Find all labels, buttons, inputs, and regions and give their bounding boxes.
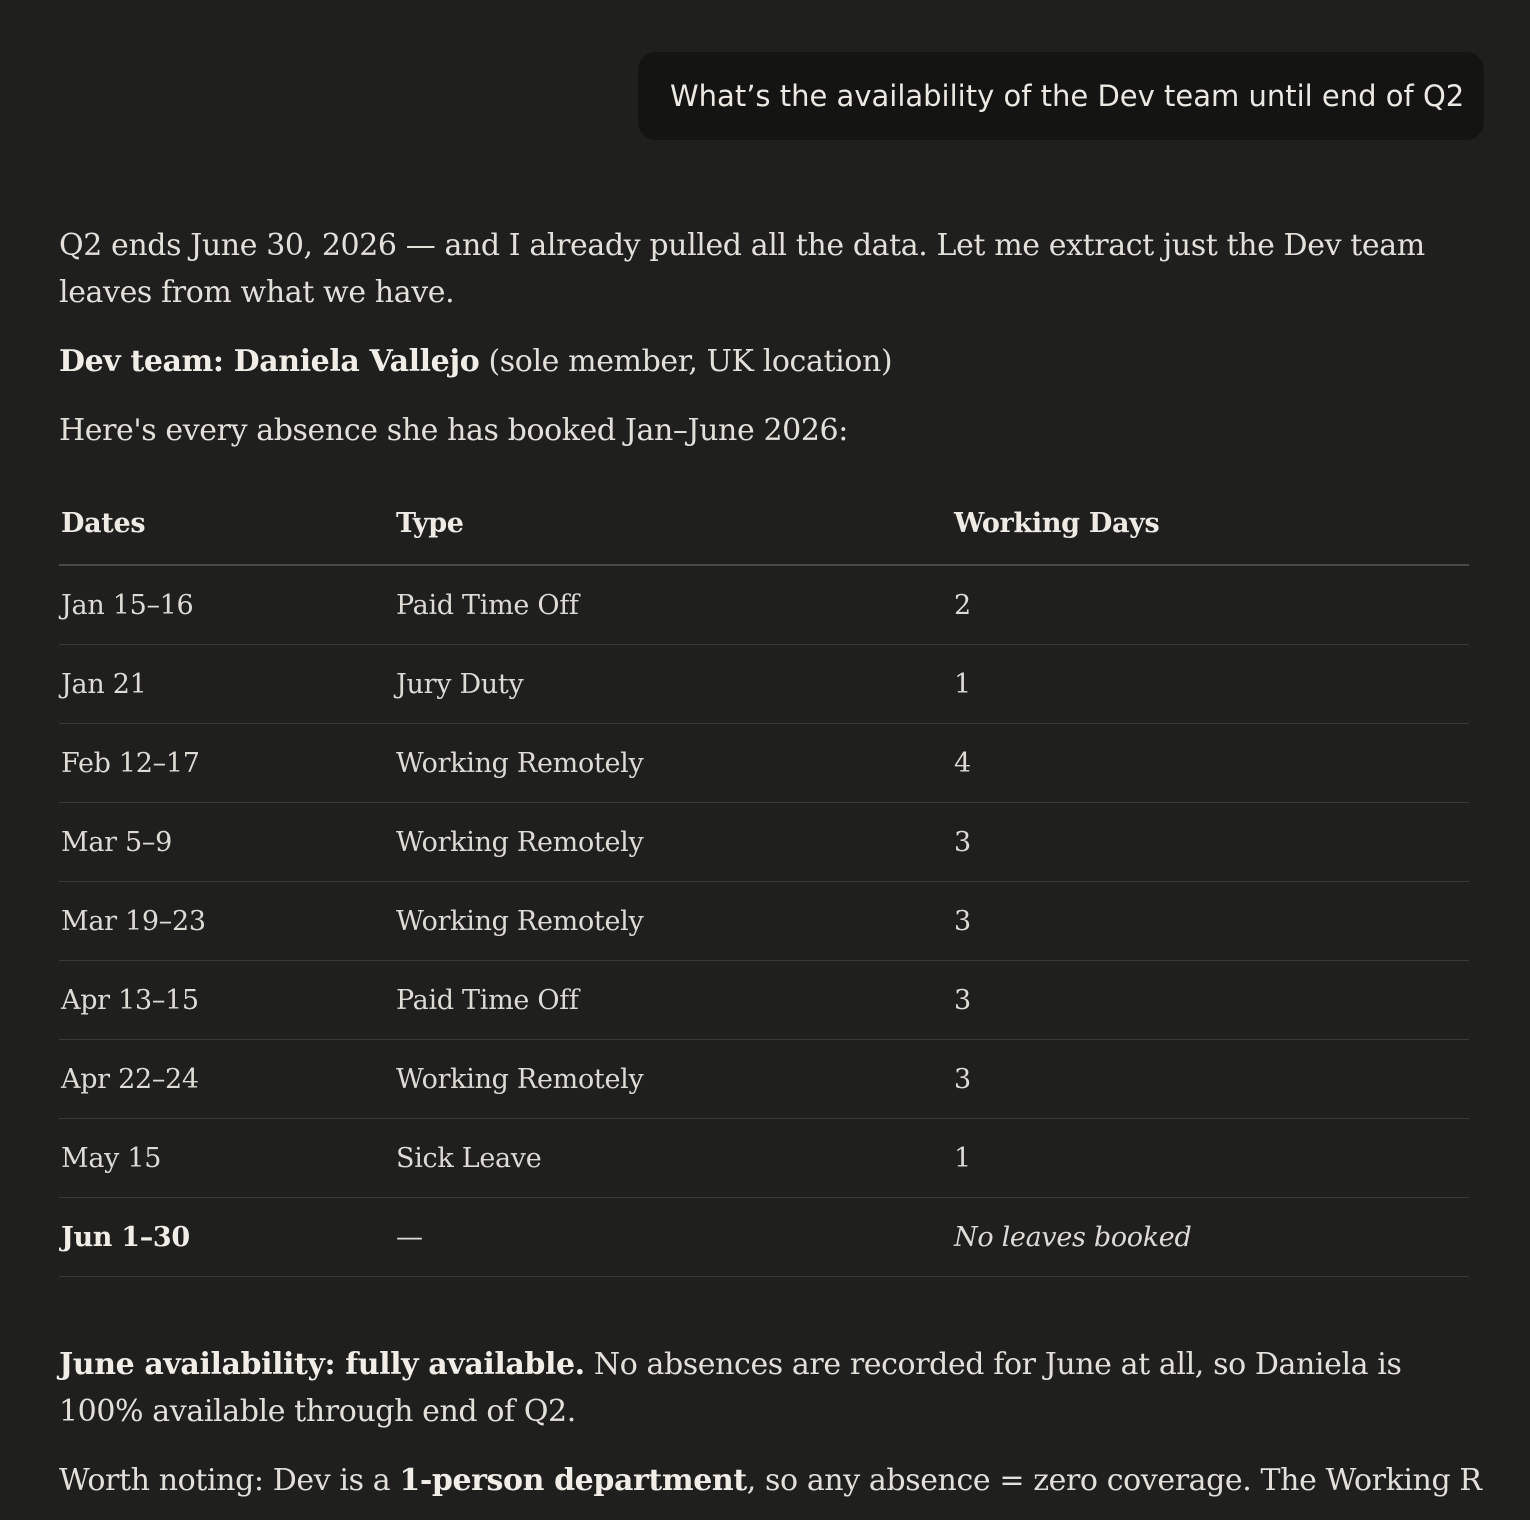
cell-dates: Apr 22–24 <box>59 1040 394 1119</box>
june-availability-paragraph <box>59 1341 1469 1435</box>
cell-dates: Feb 12–17 <box>59 724 394 803</box>
team-name: Dev team: Daniela Vallejo <box>59 344 480 379</box>
header-dates: Dates <box>59 482 394 565</box>
coverage-note-pre: Worth noting: Dev is a <box>59 1463 400 1498</box>
cell-type: Working Remotely <box>394 724 952 803</box>
cell-type: Sick Leave <box>394 1119 952 1198</box>
table-lead-in: Here's every absence she has booked Jan–June 2026: <box>59 413 848 448</box>
cell-dates: Jan 21 <box>59 645 394 724</box>
cell-days: 3 <box>952 1040 1469 1119</box>
june-availability-detail: No absences are recorded for June at all, so Daniela is 100% available through end of Q2. <box>59 1347 1402 1429</box>
cell-type: Working Remotely <box>394 1040 952 1119</box>
user-message-bubble: What’s the availability of the Dev team until end of Q2 <box>638 52 1484 140</box>
cell-type: — <box>394 1198 952 1277</box>
table-row <box>59 645 1469 724</box>
cell-days: 2 <box>952 565 1469 645</box>
coverage-note-bold: 1-person department <box>399 1463 747 1498</box>
assistant-response <box>59 222 1482 1504</box>
cell-dates: Mar 19–23 <box>59 882 394 961</box>
table-row <box>59 882 1469 961</box>
conclusion <box>59 1341 1482 1504</box>
cell-type: Paid Time Off <box>394 961 952 1040</box>
header-working-days: Working Days <box>952 482 1469 565</box>
cell-dates: Apr 13–15 <box>59 961 394 1040</box>
cell-dates: Mar 5–9 <box>59 803 394 882</box>
table-row <box>59 724 1469 803</box>
table-row <box>59 961 1469 1040</box>
table-row <box>59 803 1469 882</box>
table-row <box>59 1040 1469 1119</box>
team-summary <box>59 338 1469 385</box>
cell-dates: Jun 1–30 <box>59 1198 394 1277</box>
cell-type: Paid Time Off <box>394 565 952 645</box>
cell-days: No leaves booked <box>952 1198 1469 1277</box>
table-row <box>59 565 1469 645</box>
table-header-row <box>59 482 1469 565</box>
cell-type: Working Remotely <box>394 882 952 961</box>
header-type: Type <box>394 482 952 565</box>
cell-type: Jury Duty <box>394 645 952 724</box>
cell-days: 4 <box>952 724 1469 803</box>
team-detail: (sole member, UK location) <box>479 344 893 379</box>
cell-days: 3 <box>952 961 1469 1040</box>
june-availability-headline: June availability: fully available. <box>59 1347 585 1382</box>
coverage-note-post: , so any absence = zero coverage. The Working R <box>746 1463 1482 1498</box>
table-row-june <box>59 1198 1469 1277</box>
absence-table <box>59 482 1469 1277</box>
cell-dates: May 15 <box>59 1119 394 1198</box>
cell-days: 3 <box>952 882 1469 961</box>
cell-days: 3 <box>952 803 1469 882</box>
intro-paragraph: Q2 ends June 30, 2026 — and I already pulled all the data. Let me extract just the Dev team leaves from what we have. <box>59 228 1425 310</box>
cell-type: Working Remotely <box>394 803 952 882</box>
cell-days: 1 <box>952 1119 1469 1198</box>
table-row <box>59 1119 1469 1198</box>
cell-days: 1 <box>952 645 1469 724</box>
coverage-note <box>59 1457 1482 1504</box>
cell-dates: Jan 15–16 <box>59 565 394 645</box>
